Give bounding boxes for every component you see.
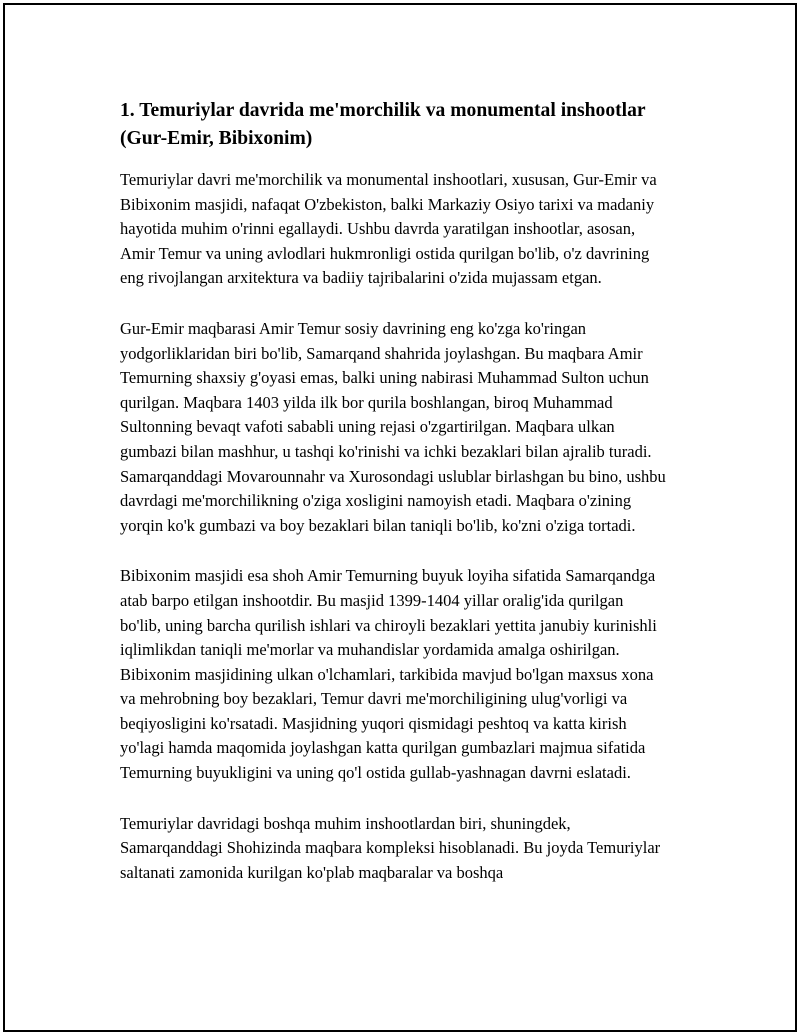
paragraph-gur-emir: Gur-Emir maqbarasi Amir Temur sosiy davrining eng ko'zga ko'ringan yodgorliklaridan biri bo'lib, Samarqand shahrida joylashgan. Bu maqbara Amir Temurning shaxsiy g'oyasi emas, balki uning nabirasi Muhammad Sulton uchun qurilgan. Maqbara 1403 yilda ilk bor qurila boshlangan, biroq Muhammad Sultonning bevaqt vafoti sababli uning rejasi o'zgartirilgan. Maqbara ulkan gumbazi bilan mashhur, u tashqi ko'rinishi va ichki bezaklari bilan ajralib turadi. Samarqanddagi Movarounnahr va Xurosondagi uslublar birlashgan bu bino, ushbu davrdagi me'morchilikning o'ziga xosligini namoyish etadi. Maqbara o'zining yorqin ko'k gumbazi va boy bezaklari bilan taniqli bo'lib, ko'zni o'ziga tortadi. <box>120 318 666 535</box>
section-heading: 1. Temuriylar davrida me'morchilik va monumental inshootlar (Gur-Emir, Bibixonim) <box>120 100 646 149</box>
document-page <box>3 3 797 1032</box>
paragraph-bibixonim: Bibixonim masjidi esa shoh Amir Temurning buyuk loyiha sifatida Samarqandga atab barpo etilgan inshootdir. Bu masjid 1399-1404 yillar oralig'ida qurilgan bo'lib, uning barcha qurilish ishlari va chiroyli bezaklari yettita janubiy kurinishli iqlimlikdan taniqli me'morlar va muhandislar yordamida amalga oshirilgan. Bibixonim masjidining ulkan o'lchamlari, tarkibida mavjud bo'lgan maxsus xona va mehrobning boy bezaklari, Temur davri me'morchiligining ulug'vorligi va beqiyosligini ko'rsatadi. Masjidning yuqori qismidagi peshtoq va katta kirish yo'lagi hamda maqomida joylashgan katta qurilgan gumbazlari majmua sifatida Temurning buyukligini va uning qo'l ostida gullab-yashnagan davrni eslatadi. <box>120 566 657 783</box>
paragraph-intro: Temuriylar davri me'morchilik va monumental inshootlari, xususan, Gur-Emir va Bibixonim masjidi, nafaqat O'zbekiston, balki Markaziy Osiyo tarixi va madaniy hayotida muhim o'rinni egallaydi. Ushbu davrda yaratilgan inshootlar, asosan, Amir Temur va uning avlodlari hukmronligi ostida qurilgan bo'lib, o'z davrining eng rivojlangan arxitektura va badiiy tajribalarini o'zida mujassam etgan. <box>120 170 657 288</box>
paragraph-shohizinda: Temuriylar davridagi boshqa muhim inshootlardan biri, shuningdek, Samarqanddagi Shohizinda maqbara kompleksi hisoblanadi. Bu joyda Temuriylar saltanati zamonida kurilgan ko'plab maqbaralar va boshqa <box>120 813 661 882</box>
document-content <box>120 97 668 911</box>
